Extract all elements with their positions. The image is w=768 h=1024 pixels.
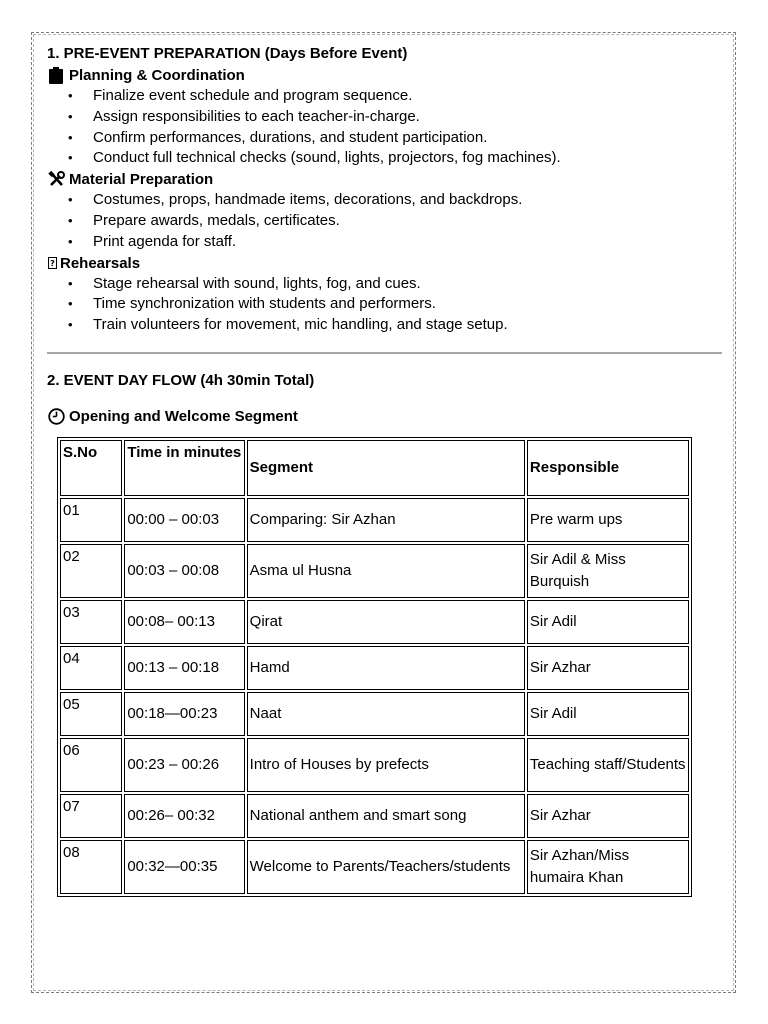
table-header-row <box>60 440 689 496</box>
cell-sno: 02 <box>60 544 122 598</box>
list-item: • Costumes, props, handmade items, decorations, and backdrops. <box>47 190 722 211</box>
section-1-title: 1. PRE-EVENT PREPARATION (Days Before Event) <box>47 45 408 62</box>
header-segment: Segment <box>247 440 525 496</box>
list-item: • Confirm performances, durations, and student participation. <box>47 128 722 149</box>
cell-time: 00:13 – 00:18 <box>124 646 244 690</box>
tools-icon <box>47 171 65 189</box>
rehearsals-list <box>47 274 722 336</box>
cell-responsible: Sir Adil & Miss Burquish <box>527 544 689 598</box>
cell-responsible: Sir Adil <box>527 692 689 736</box>
cell-time: 00:18—00:23 <box>124 692 244 736</box>
cell-sno: 07 <box>60 794 122 838</box>
missing-glyph-icon <box>47 254 57 272</box>
rehearsals-heading-label: Rehearsals <box>60 254 141 272</box>
table-row <box>60 600 689 644</box>
list-item: • Prepare awards, medals, certificates. <box>47 211 722 232</box>
list-item: • Train volunteers for movement, mic handling, and stage setup. <box>47 315 722 336</box>
opening-heading <box>47 406 722 427</box>
planning-heading-label: Planning & Coordination <box>69 67 245 84</box>
cell-time: 00:32—00:35 <box>124 840 244 894</box>
cell-responsible: Sir Azhar <box>527 646 689 690</box>
material-list <box>47 190 722 252</box>
cell-responsible: Sir Adil <box>527 600 689 644</box>
cell-sno: 01 <box>60 498 122 542</box>
clipboard-icon <box>47 67 65 85</box>
table-row <box>60 646 689 690</box>
table-row <box>60 544 689 598</box>
header-time: Time in minutes <box>124 440 244 496</box>
cell-responsible: Sir Azhan/Miss humaira Khan <box>527 840 689 894</box>
cell-responsible: Pre warm ups <box>527 498 689 542</box>
cell-time: 00:23 – 00:26 <box>124 738 244 792</box>
cell-sno: 08 <box>60 840 122 894</box>
cell-responsible: Sir Azhar <box>527 794 689 838</box>
cell-sno: 06 <box>60 738 122 792</box>
list-item: • Time synchronization with students and performers. <box>47 294 722 315</box>
planning-list <box>47 86 722 169</box>
list-item: • Conduct full technical checks (sound, lights, projectors, fog machines). <box>47 148 722 169</box>
svg-text:?: ? <box>49 259 55 269</box>
table-row <box>60 794 689 838</box>
header-sno: S.No <box>60 440 122 496</box>
header-responsible: Responsible <box>527 440 689 496</box>
cell-sno: 05 <box>60 692 122 736</box>
cell-segment: Hamd <box>247 646 525 690</box>
opening-heading-label: Opening and Welcome Segment <box>69 407 298 425</box>
cell-segment: Welcome to Parents/Teachers/students <box>247 840 525 894</box>
list-item: • Print agenda for staff. <box>47 232 722 253</box>
cell-sno: 03 <box>60 600 122 644</box>
table-row <box>60 498 689 542</box>
cell-time: 00:03 – 00:08 <box>124 544 244 598</box>
table-row <box>60 840 689 894</box>
material-heading-label: Material Preparation <box>69 171 214 189</box>
cell-segment: Naat <box>247 692 525 736</box>
table-row <box>60 738 689 792</box>
cell-time: 00:08– 00:13 <box>124 600 244 644</box>
cell-responsible: Teaching staff/Students <box>527 738 689 792</box>
event-flow-table <box>57 437 692 897</box>
rehearsals-heading <box>47 253 722 274</box>
document-content <box>47 43 722 427</box>
cell-segment: Asma ul Husna <box>247 544 525 598</box>
cell-time: 00:00 – 00:03 <box>124 498 244 542</box>
section-2-title: 2. EVENT DAY FLOW (4h 30min Total) <box>47 371 315 389</box>
cell-segment: National anthem and smart song <box>247 794 525 838</box>
list-item: • Finalize event schedule and program sequence. <box>47 86 722 107</box>
list-item: • Stage rehearsal with sound, lights, fog, and cues. <box>47 274 722 295</box>
cell-segment: Qirat <box>247 600 525 644</box>
material-heading <box>47 169 722 190</box>
table-row <box>60 692 689 736</box>
cell-time: 00:26– 00:32 <box>124 794 244 838</box>
list-item: • Assign responsibilities to each teacher-in-charge. <box>47 107 722 128</box>
cell-segment: Intro of Houses by prefects <box>247 738 525 792</box>
planning-heading <box>47 65 722 86</box>
cell-sno: 04 <box>60 646 122 690</box>
cell-segment: Comparing: Sir Azhan <box>247 498 525 542</box>
section-divider <box>47 352 722 354</box>
clock-icon <box>47 407 65 425</box>
